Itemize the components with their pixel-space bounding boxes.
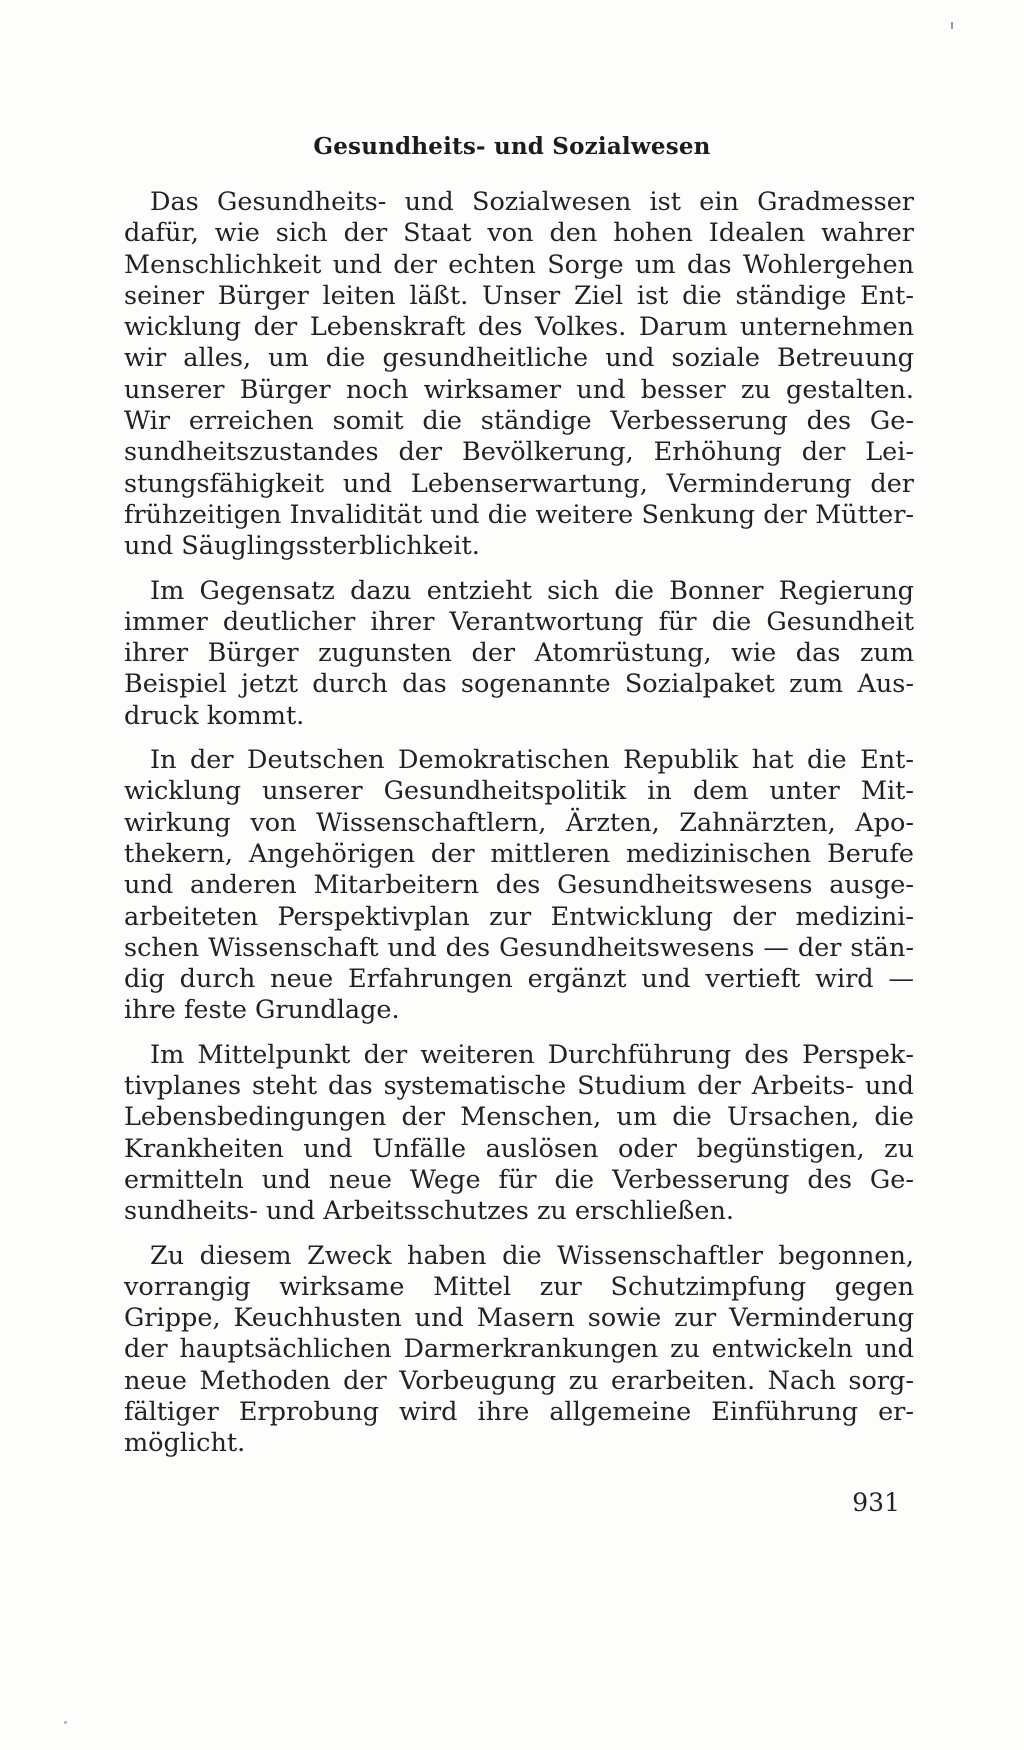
- paragraph-1: Das Gesundheits- und Sozialwesen ist ein Gradmesser dafür, wie sich der Staat von den hohen Idealen wahrer Menschlichkeit und der echten Sorge um das Wohlergehen seiner Bürger leiten läßt. Unser Ziel ist die ständige Entwicklung der Lebenskraft des Volkes. Darum unternehmen wir alles, um die gesundheitliche und soziale Betreuung unserer Bürger noch wirksamer und besser zu gestalten. Wir erreichen somit die ständige Verbesserung des Gesundheitszustandes der Bevölkerung, Erhöhung der Leistungsfähigkeit und Lebenserwartung, Verminderung der frühzeitigen Invalidität und die weitere Senkung der Mütter- und Säuglingssterblichkeit.: [124, 187, 914, 562]
- paragraph-4: Im Mittelpunkt der weiteren Durchführung des Perspektivplanes steht das systematische Studium der Arbeits- und Lebensbedingungen der Menschen, um die Ursachen, die Krankheiten und Unfälle auslösen oder begünstigen, zu ermitteln und neue Wege für die Verbesserung des Gesundheits- und Arbeitsschutzes zu erschließen.: [124, 1039, 914, 1227]
- paragraph-3: In der Deutschen Demokratischen Republik hat die Entwicklung unserer Gesundheitspolitik in dem unter Mitwirkung von Wissenschaftlern, Ärzten, Zahnärzten, Apothekern, Angehörigen der mittleren medizinischen Berufe und anderen Mitarbeitern des Gesundheitswesens ausgearbeiteten Perspektivplan zur Entwicklung der medizinischen Wissenschaft und des Gesundheitswesens — der ständig durch neue Erfahrungen ergänzt und vertieft wird — ihre feste Grundlage.: [124, 745, 914, 1026]
- scan-dot: [64, 1721, 67, 1724]
- section-heading: Gesundheits- und Sozialwesen: [313, 133, 711, 160]
- paragraph-2: Im Gegensatz dazu entzieht sich die Bonner Regierung immer deutlicher ihrer Verantwortung für die Gesundheit ihrer Bürger zugunsten der Atomrüstung, wie das zum Beispiel jetzt durch das sogenannte Sozialpaket zum Ausdruck kommt.: [124, 575, 914, 731]
- scan-mark: [951, 22, 953, 29]
- paragraph-5: Zu diesem Zweck haben die Wissenschaftler begonnen, vorrangig wirksame Mittel zur Schutzimpfung gegen Grippe, Keuchhusten und Masern sowie zur Verminderung der hauptsächlichen Darmerkrankungen zu entwickeln und neue Methoden der Vorbeugung zu erarbeiten. Nach sorgfältiger Erprobung wird ihre allgemeine Einführung ermöglicht.: [124, 1240, 914, 1459]
- body-text: [124, 187, 914, 1473]
- page-number: 931: [852, 1488, 900, 1517]
